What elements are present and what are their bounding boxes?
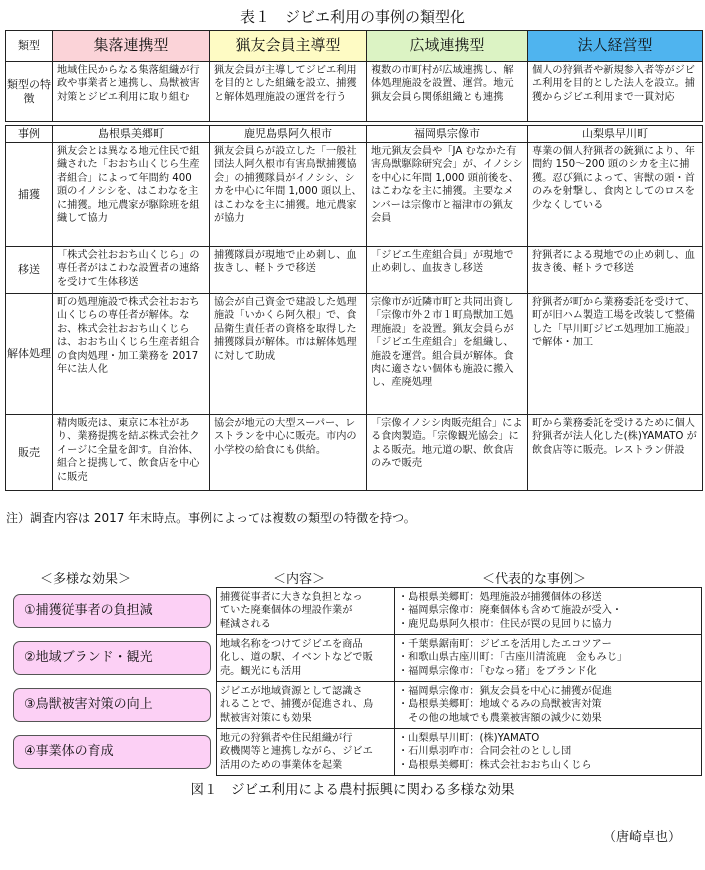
type-label: 類型 [6, 31, 53, 62]
table-note: 注）調査内容は 2017 年末時点。事例によっては複数の類型の特徴を持つ。 [6, 511, 416, 525]
content-line: 政機関等と連携しながら、ジビエ [220, 746, 373, 758]
example-line: ・福岡県宗像市：「むなっ猪」をブランド化 [398, 665, 597, 677]
type-cell: 法人経営型 [528, 31, 703, 62]
table-cell: 町の処理施設で株式会社おおち山くじらの専任者が解体。なお、株式会社おおち山くじらは、おおち山くじら生産者組合の食肉処理・加工業務を 2017 年に法人化 [53, 294, 210, 415]
content-line: ジビエが地域資源として認識さ [220, 686, 363, 698]
processing-row [6, 294, 703, 415]
table-title: 表１ ジビエ利用の事例の類型化 [239, 8, 465, 26]
examples-cell [395, 635, 702, 682]
example-line: ・和歌山県古座川町：「古座川清流鹿 金もみじ」 [398, 652, 628, 664]
case-cell: 福岡県宗像市 [367, 126, 528, 143]
example-line: ・島根県美郷町：処理施設が捕獲個体の移送 [398, 592, 602, 604]
content-line: 売。観光にも活用 [220, 665, 302, 677]
row-label: 解体処理 [6, 294, 53, 415]
example-line: ・石川県羽咋市：合同会社のとしし団 [398, 746, 572, 758]
type-cell: 集落連携型 [53, 31, 210, 62]
author-credit: （唐崎卓也） [602, 830, 681, 845]
case-label: 事例 [6, 126, 53, 143]
capture-row [6, 143, 703, 247]
table-cell: 協会が自己資金で建設した処理施設「いかくら阿久根」で、食品衛生責任者の資格を取得した捕獲隊員が解体。市は解体処理に対して助成 [210, 294, 367, 415]
table-cell: 「宗像イノシシ肉販売組合」による食肉製造。「宗像観光協会」による販売。地元道の駅、飲食店のみで販売 [367, 415, 528, 491]
table-cell: 地元猟友会員や「JA むなかた有害鳥獣駆除研究会」が、イノシシを中心に年間 1,000 頭前後を、はこわなを主に捕獲。主要なメンバーは宗像市と福津市の猟友会員 [367, 143, 528, 247]
features-row [6, 62, 703, 122]
example-line: その他の地域でも農業被害額の減少に効果 [398, 712, 602, 724]
example-line: ・福岡県宗像市：廃棄個体も含めて施設が受入・ [398, 605, 623, 617]
content-line: ていた廃棄個体の埋設作業が [220, 605, 353, 617]
example-line: ・島根県美郷町：株式会社おおち山くじら [398, 759, 592, 771]
type-row [6, 31, 703, 62]
feature-cell: 複数の市町村が広域連携し、解体処理施設を設置、運営。地元猟友会員ら関係組織とも連携 [367, 62, 528, 122]
sales-row [6, 415, 703, 491]
table-cell: 宗像市が近隣市町と共同出資し「宗像市外２市１町鳥獣加工処理施設」を設置。猟友会員らが「ジビエ生産組合」を組織し、施設を運営。組合員が解体。食肉に適さない個体も施設に搬入し、産廃処理 [367, 294, 528, 415]
case-cell: 鹿児島県阿久根市 [210, 126, 367, 143]
table-cell: 専業の個人狩猟者の銃猟により、年間約 150～200 頭のシカを主に捕獲。忍び猟によって、害獣の頭・首のみを射撃し、食肉としてのロスを少なくしている [528, 143, 703, 247]
content-line: れることで、捕獲が促進され、鳥 [220, 699, 374, 711]
case-row [6, 126, 703, 143]
examples-cell [395, 682, 702, 729]
table-cell: 狩猟者による現地での止め刺し、血抜き後、軽トラで移送 [528, 247, 703, 294]
table-cell: 「ジビエ生産組合員」が現地で止め刺し、血抜きし移送 [367, 247, 528, 294]
effect-box: ②地域ブランド・観光 [13, 641, 211, 675]
examples-cell [395, 729, 702, 776]
effect-row [217, 729, 702, 776]
example-line: ・福岡県宗像市：猟友会員を中心に捕獲が促進 [398, 686, 612, 698]
content-line: 化し、道の駅、イベントなどで販 [220, 652, 373, 664]
example-line: ・千葉県鋸南町：ジビエを活用したエコツアー [398, 639, 612, 651]
table-cell: 協会が地元の大型スーパー、レストランを中心に販売。市内の小学校の給食にも供給。 [210, 415, 367, 491]
example-line: ・島根県美郷町：地域ぐるみの鳥獣被害対策 [398, 699, 602, 711]
examples-cell [395, 588, 702, 635]
case-cell: 島根県美郷町 [53, 126, 210, 143]
feature-cell: 個人の狩猟者や新規参入者等がジビエ利用を目的とした法人を設立。捕獲からジビエ利用まで一貫対応 [528, 62, 703, 122]
table-cell: 狩猟者が町から業務委託を受けて、町が旧ハム製造工場を改装して整備した「早川町ジビエ処理加工施設」で解体・加工 [528, 294, 703, 415]
content-cell [217, 729, 395, 776]
row-label: 捕獲 [6, 143, 53, 247]
content-line: 獣被害対策にも効果 [220, 712, 312, 724]
table-cell: 捕獲隊員が現地で止め刺し、血抜きし、軽トラで移送 [210, 247, 367, 294]
case-cell: 山梨県早川町 [528, 126, 703, 143]
row-label: 販売 [6, 415, 53, 491]
features-label: 類型の特徴 [6, 62, 53, 122]
content-cell [217, 588, 395, 635]
row-label: 移送 [6, 247, 53, 294]
table-cell: 猟友会とは異なる地元住民で組織された「おおち山くじら生産者組合」によって年間約 400 頭のイノシシを、はこわなを主に捕獲。地元農家が駆除班を組織して協力 [53, 143, 210, 247]
effect-row [217, 682, 702, 729]
effect-box: ①捕獲従事者の負担減 [13, 594, 211, 628]
content-line: 軽減される [220, 618, 271, 630]
content-line: 地元の狩猟者や住民組織が行 [220, 733, 353, 745]
feature-cell: 地域住民からなる集落組織が行政や事業者と連携し、鳥獣被害対策とジビエ利用に取り組む [53, 62, 210, 122]
examples-header: ＜代表的な事例＞ [482, 572, 587, 587]
example-line: ・山梨県早川町：(株)YAMATO [398, 733, 540, 745]
typology-table [5, 30, 703, 491]
content-line: 捕獲従事者に大きな負担となっ [220, 592, 363, 604]
content-line: 地域名称をつけてジビエを商品 [220, 639, 363, 651]
type-cell: 広域連携型 [367, 31, 528, 62]
effect-box: ④事業体の育成 [13, 735, 211, 769]
figure-caption: 図１ ジビエ利用による農村振興に関わる多様な効果 [190, 782, 515, 798]
table-cell: 猟友会員らが設立した「一般社団法人阿久根市有害鳥獣捕獲協会」の捕獲隊員がイノシシ、シカを中心に年間 1,000 頭以上、はこわなを主に捕獲。地元農家が協力 [210, 143, 367, 247]
effects-table [216, 587, 702, 776]
content-cell [217, 682, 395, 729]
effect-box: ③鳥獣被害対策の向上 [13, 688, 211, 722]
table-cell: 精肉販売は、東京に本社があり、業務提携を結ぶ株式会社クイージに全量を卸す。自治体、組合と提携して、飲食店を中心に販売 [53, 415, 210, 491]
example-line: ・鹿児島県阿久根市：住民が罠の見回りに協力 [398, 618, 612, 630]
table-cell: 町から業務委託を受けるために個人狩猟者が法人化した(株)YAMATO が飲食店等に販売。レストラン併設 [528, 415, 703, 491]
type-cell: 猟友会員主導型 [210, 31, 367, 62]
effects-header: ＜多様な効果＞ [40, 572, 132, 587]
effect-row [217, 635, 702, 682]
table-cell: 「株式会社おおち山くじら」の専任者がはこわな設置者の連絡を受けて生体移送 [53, 247, 210, 294]
feature-cell: 猟友会員が主導してジビエ利用を目的とした組織を設立、捕獲と解体処理施設の運営を行う [210, 62, 367, 122]
effect-row [217, 588, 702, 635]
content-line: 活用のための事業体を起業 [220, 759, 343, 771]
content-header: ＜内容＞ [273, 572, 326, 587]
transport-row [6, 247, 703, 294]
content-cell [217, 635, 395, 682]
